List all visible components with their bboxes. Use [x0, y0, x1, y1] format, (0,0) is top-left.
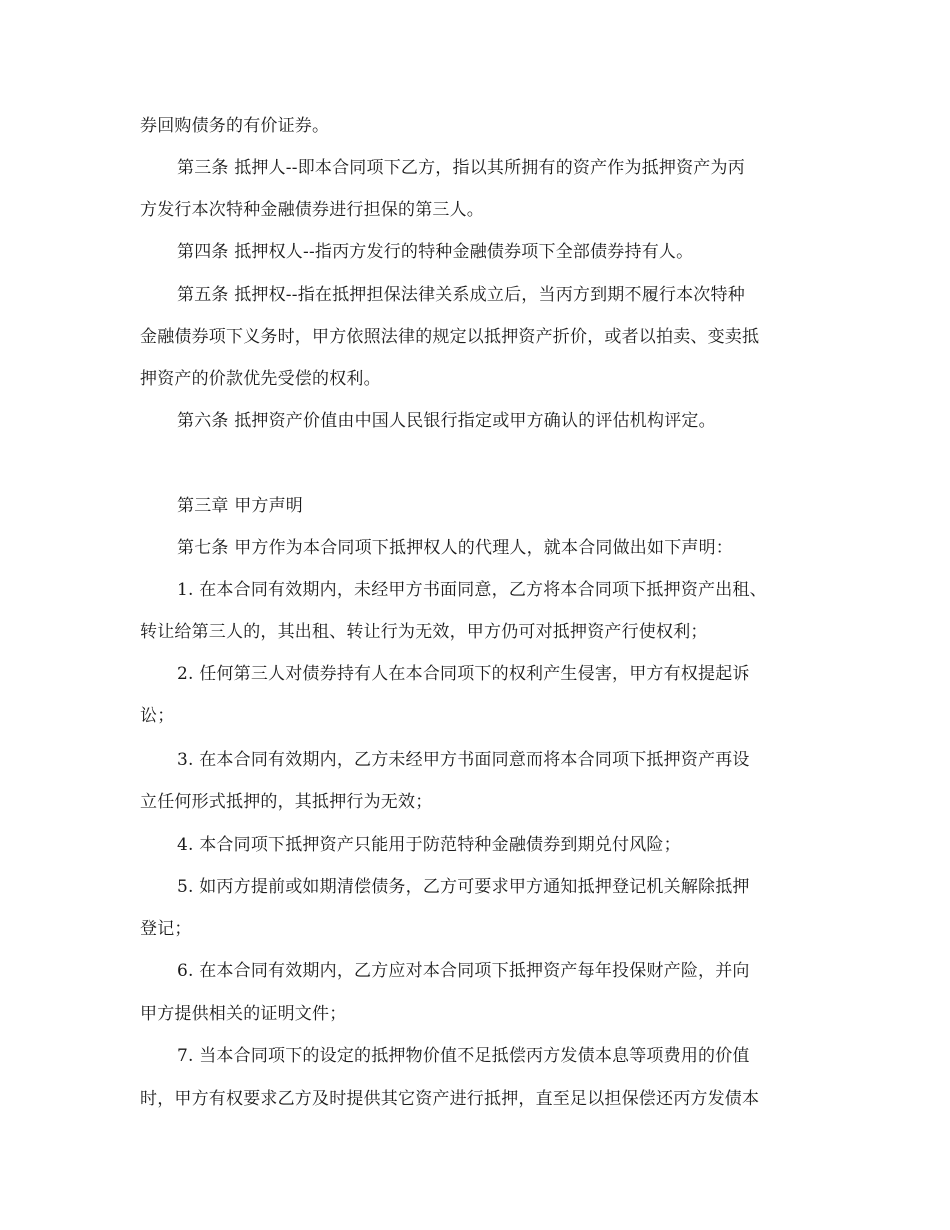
- article-5-line-1: 第五条 抵押权--指在抵押担保法律关系成立后，当丙方到期不履行本次特种: [177, 285, 745, 305]
- clause-5-line-2: 登记；: [140, 919, 192, 939]
- clause-5-line-1: 5. 如丙方提前或如期清偿债务，乙方可要求甲方通知抵押登记机关解除抵押: [177, 877, 750, 897]
- clause-1-line-1: 1. 在本合同有效期内，未经甲方书面同意，乙方将本合同项下抵押资产出租、: [177, 580, 767, 600]
- article-5-line-3: 押资产的价款优先受偿的权利。: [140, 369, 381, 389]
- clause-2-line-2: 讼；: [140, 706, 175, 726]
- article-5-line-2: 金融债券项下义务时，甲方依照法律的规定以抵押资产折价，或者以拍卖、变卖抵: [140, 327, 760, 347]
- chapter-3-heading: 第三章 甲方声明: [177, 496, 304, 516]
- clause-3-line-1: 3. 在本合同有效期内，乙方未经甲方书面同意而将本合同项下抵押资产再设: [177, 750, 750, 770]
- clause-6-line-2: 甲方提供相关的证明文件；: [140, 1004, 347, 1024]
- article-3-line-2: 方发行本次特种金融债券进行担保的第三人。: [140, 200, 484, 220]
- clause-2-line-1: 2. 任何第三人对债券持有人在本合同项下的权利产生侵害，甲方有权提起诉: [177, 664, 750, 684]
- clause-4-line: 4. 本合同项下抵押资产只能用于防范特种金融债券到期兑付风险；: [177, 835, 681, 855]
- text-line: 券回购债务的有价证券。: [140, 116, 330, 136]
- clause-7-line-2: 时，甲方有权要求乙方及时提供其它资产进行抵押，直至足以担保偿还丙方发债本: [140, 1089, 760, 1109]
- article-3-line-1: 第三条 抵押人--即本合同项下乙方，指以其所拥有的资产作为抵押资产为丙: [177, 158, 745, 178]
- article-7-line: 第七条 甲方作为本合同项下抵押权人的代理人，就本合同做出如下声明：: [177, 538, 734, 558]
- article-4-line: 第四条 抵押权人--指丙方发行的特种金融债券项下全部债券持有人。: [177, 242, 694, 262]
- clause-3-line-2: 立任何形式抵押的，其抵押行为无效；: [140, 792, 433, 812]
- article-6-line: 第六条 抵押资产价值由中国人民银行指定或甲方确认的评估机构评定。: [177, 411, 716, 431]
- clause-7-line-1: 7. 当本合同项下的设定的抵押物价值不足抵偿丙方发债本息等项费用的价值: [177, 1046, 750, 1066]
- clause-1-line-2: 转让给第三人的，其出租、转让行为无效，甲方仍可对抵押资产行使权利；: [140, 622, 708, 642]
- clause-6-line-1: 6. 在本合同有效期内，乙方应对本合同项下抵押资产每年投保财产险，并向: [177, 961, 750, 981]
